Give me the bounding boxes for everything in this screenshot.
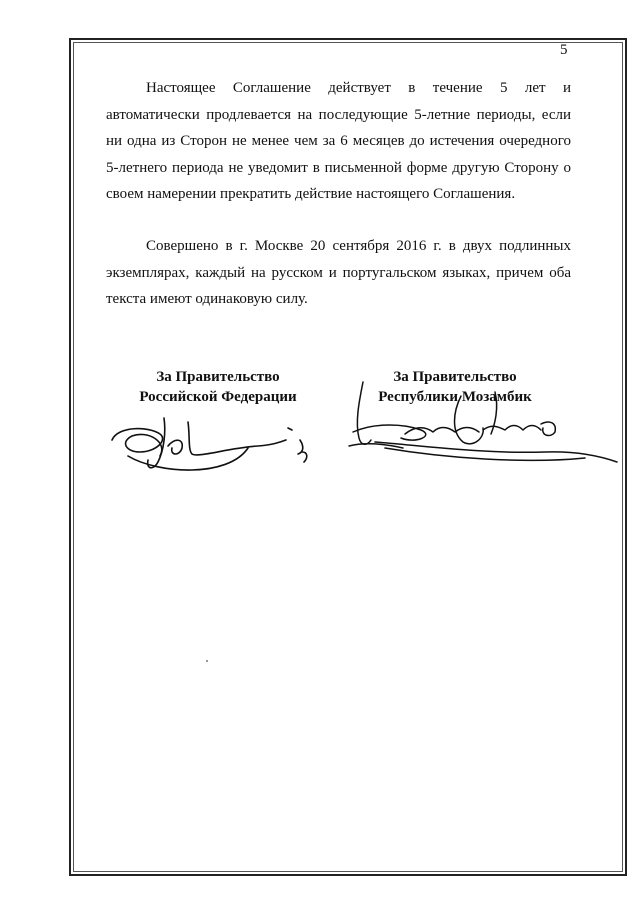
paragraph-term: Настоящее Соглашение действует в течение 5 лет и автоматически продлевается на последующие 5-летние периоды, если ни одна из Сторон не менее чем за 6 месяцев до истечения очередного 5-летнего периода не уведомит в письменной форме другую Сторону о своем намерении прекратить действие настоящего Соглашения.: [106, 80, 571, 202]
page-number: 5: [560, 42, 568, 58]
scan-speck: [206, 660, 208, 662]
signatory-russia-line1: За Правительство: [156, 369, 280, 385]
signatory-mozambique-line2: Республики Мозамбик: [378, 389, 532, 405]
signatory-mozambique-line1: За Правительство: [393, 369, 517, 385]
signature-russia: [108, 412, 318, 482]
signature-mozambique: [345, 372, 620, 467]
signatory-russia-line2: Российской Федерации: [139, 389, 297, 405]
paragraph-done-at: Совершено в г. Москве 20 сентября 2016 г. в двух подлинных экземплярах, каждый на русском и португальском языках, причем оба текста имеют одинаковую силу.: [106, 238, 571, 307]
signatory-russia: [98, 367, 338, 407]
